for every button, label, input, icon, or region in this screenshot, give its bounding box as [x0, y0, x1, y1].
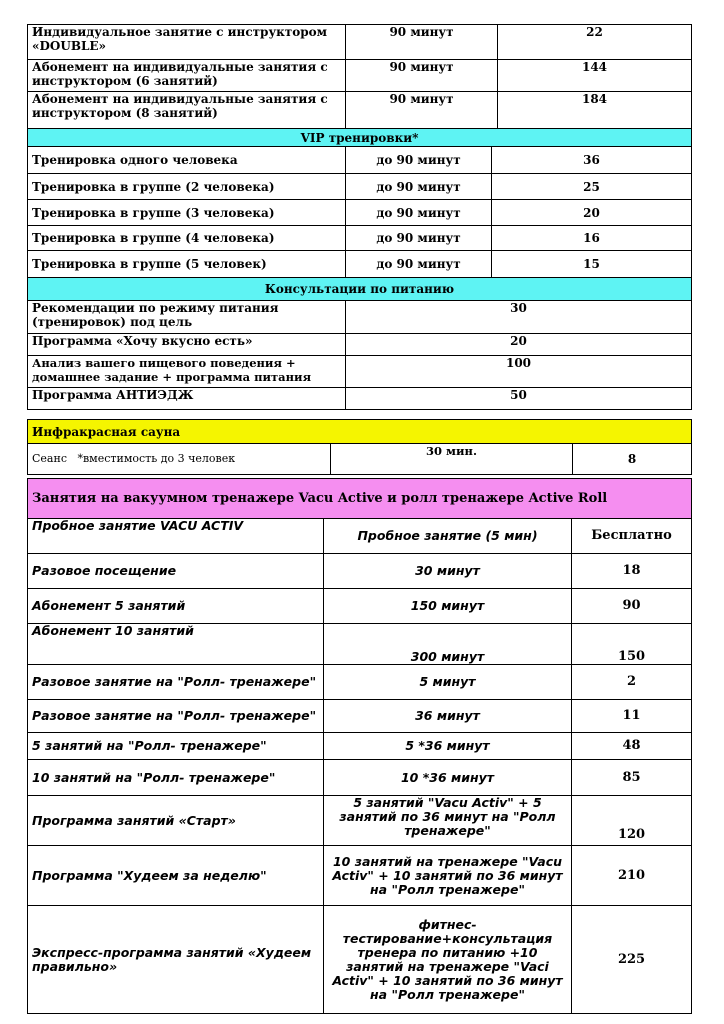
service-name: Тренировка в группе (5 человек): [28, 251, 346, 278]
service-name: Тренировка в группе (2 человека): [28, 174, 346, 200]
table-row: [28, 388, 692, 410]
table-row: [28, 251, 692, 278]
vip-table: [27, 128, 692, 278]
service-price: 15: [492, 251, 692, 278]
table-row: [28, 665, 692, 700]
service-duration: до 90 минут: [346, 200, 492, 226]
service-duration: 5 минут: [324, 665, 572, 700]
service-price: 48: [572, 733, 692, 760]
table-row: [28, 733, 692, 760]
service-name: 10 занятий на "Ролл- тренажере": [28, 760, 324, 796]
section-header: [28, 129, 692, 147]
service-price: 8: [573, 444, 692, 475]
service-price: 22: [498, 25, 692, 60]
service-name: Анализ вашего пищевого поведения + домашнее задание + программа питания: [28, 356, 346, 388]
table-row: [28, 356, 692, 388]
service-price: 20: [492, 200, 692, 226]
service-price: 16: [492, 226, 692, 251]
service-duration: 90 минут: [346, 92, 498, 129]
service-name: Тренировка в группе (4 человека): [28, 226, 346, 251]
service-name: Абонемент 10 занятий: [28, 624, 324, 665]
table-row: [28, 846, 692, 906]
table-row: [28, 334, 692, 356]
vacu-title: Занятия на вакуумном тренажере Vacu Active и ролл тренажере Active Roll: [28, 479, 692, 519]
table-row: [28, 147, 692, 174]
service-price: Бесплатно: [572, 519, 692, 554]
table-row: [28, 226, 692, 251]
service-price: 36: [492, 147, 692, 174]
service-duration: 30 минут: [324, 554, 572, 589]
service-duration: до 90 минут: [346, 174, 492, 200]
service-price: 100: [346, 356, 692, 388]
service-name: Тренировка в группе (3 человека): [28, 200, 346, 226]
service-duration: 5 *36 минут: [324, 733, 572, 760]
sauna-capacity-note: *вместимость до 3 человек: [77, 452, 236, 465]
service-duration: 150 минут: [324, 589, 572, 624]
table-row: [28, 301, 692, 334]
nutrition-table: [27, 277, 692, 410]
table-row: [28, 25, 692, 60]
sauna-session-label: Сеанс: [32, 452, 67, 465]
service-name: Индивидуальное занятие с инструктором «DOUBLE»: [28, 25, 346, 60]
table-row: [28, 624, 692, 665]
service-price: 184: [498, 92, 692, 129]
section-header: [28, 420, 692, 444]
service-price: 85: [572, 760, 692, 796]
table-row: [28, 554, 692, 589]
service-price: 90: [572, 589, 692, 624]
service-price: 30: [346, 301, 692, 334]
service-price: 2: [572, 665, 692, 700]
service-name: Абонемент 5 занятий: [28, 589, 324, 624]
vip-title: VIP тренировки*: [28, 129, 692, 147]
service-name: Программа АНТИЭДЖ: [28, 388, 346, 410]
service-name: Программа занятий «Старт»: [28, 796, 324, 846]
service-duration: до 90 минут: [346, 147, 492, 174]
sauna-title: Инфракрасная сауна: [28, 420, 692, 444]
service-price: 25: [492, 174, 692, 200]
sauna-table: [27, 419, 692, 475]
service-name: Абонемент на индивидуальные занятия с инструктором (6 занятий): [28, 60, 346, 92]
service-name: Разовое занятие на "Ролл- тренажере": [28, 665, 324, 700]
service-name: Разовое посещение: [28, 554, 324, 589]
vacu-table: [27, 478, 692, 1014]
service-name: [28, 444, 331, 475]
service-name: Программа «Хочу вкусно есть»: [28, 334, 346, 356]
service-duration: Пробное занятие (5 мин): [324, 519, 572, 554]
table-row: [28, 700, 692, 733]
service-name: 5 занятий на "Ролл- тренажере": [28, 733, 324, 760]
service-duration: фитнес-тестирование+консультация тренера по питанию +10 занятий на тренажере "Vaci Activ" + 10 занятий по 36 минут на "Ролл тренажере": [324, 906, 572, 1014]
service-price: 210: [572, 846, 692, 906]
service-name: Программа "Худеем за неделю": [28, 846, 324, 906]
service-name: Абонемент на индивидуальные занятия с инструктором (8 занятий): [28, 92, 346, 129]
service-price: 11: [572, 700, 692, 733]
service-name: Рекомендации по режиму питания (тренировок) под цель: [28, 301, 346, 334]
table-row: [28, 444, 692, 475]
service-name: Экспресс-программа занятий «Худеем правильно»: [28, 906, 324, 1014]
service-price: 20: [346, 334, 692, 356]
table-row: [28, 519, 692, 554]
service-duration: до 90 минут: [346, 251, 492, 278]
service-duration: 90 минут: [346, 60, 498, 92]
section-header: [28, 278, 692, 301]
table-row: [28, 92, 692, 129]
service-price: 144: [498, 60, 692, 92]
table-row: [28, 60, 692, 92]
service-duration: 5 занятий "Vacu Activ" + 5 занятий по 36 минут на "Ролл тренажере": [324, 796, 572, 846]
table-row: [28, 796, 692, 846]
service-name: Разовое занятие на "Ролл- тренажере": [28, 700, 324, 733]
service-duration: 30 мин.: [331, 444, 573, 475]
service-duration: 36 минут: [324, 700, 572, 733]
service-duration: 300 минут: [324, 624, 572, 665]
service-duration: 10 *36 минут: [324, 760, 572, 796]
service-price: 50: [346, 388, 692, 410]
service-duration: до 90 минут: [346, 226, 492, 251]
table-row: [28, 760, 692, 796]
table-row: [28, 200, 692, 226]
service-name: Тренировка одного человека: [28, 147, 346, 174]
service-price: 18: [572, 554, 692, 589]
nutrition-title: Консультации по питанию: [28, 278, 692, 301]
service-name: Пробное занятие VACU ACTIV: [28, 519, 324, 554]
service-price: 120: [572, 796, 692, 846]
service-price: 150: [572, 624, 692, 665]
individual-table: [27, 24, 692, 129]
section-header: [28, 479, 692, 519]
table-row: [28, 906, 692, 1014]
service-duration: 10 занятий на тренажере "Vacu Activ" + 10 занятий по 36 минут на "Ролл тренажере": [324, 846, 572, 906]
table-row: [28, 174, 692, 200]
service-price: 225: [572, 906, 692, 1014]
table-row: [28, 589, 692, 624]
service-duration: 90 минут: [346, 25, 498, 60]
